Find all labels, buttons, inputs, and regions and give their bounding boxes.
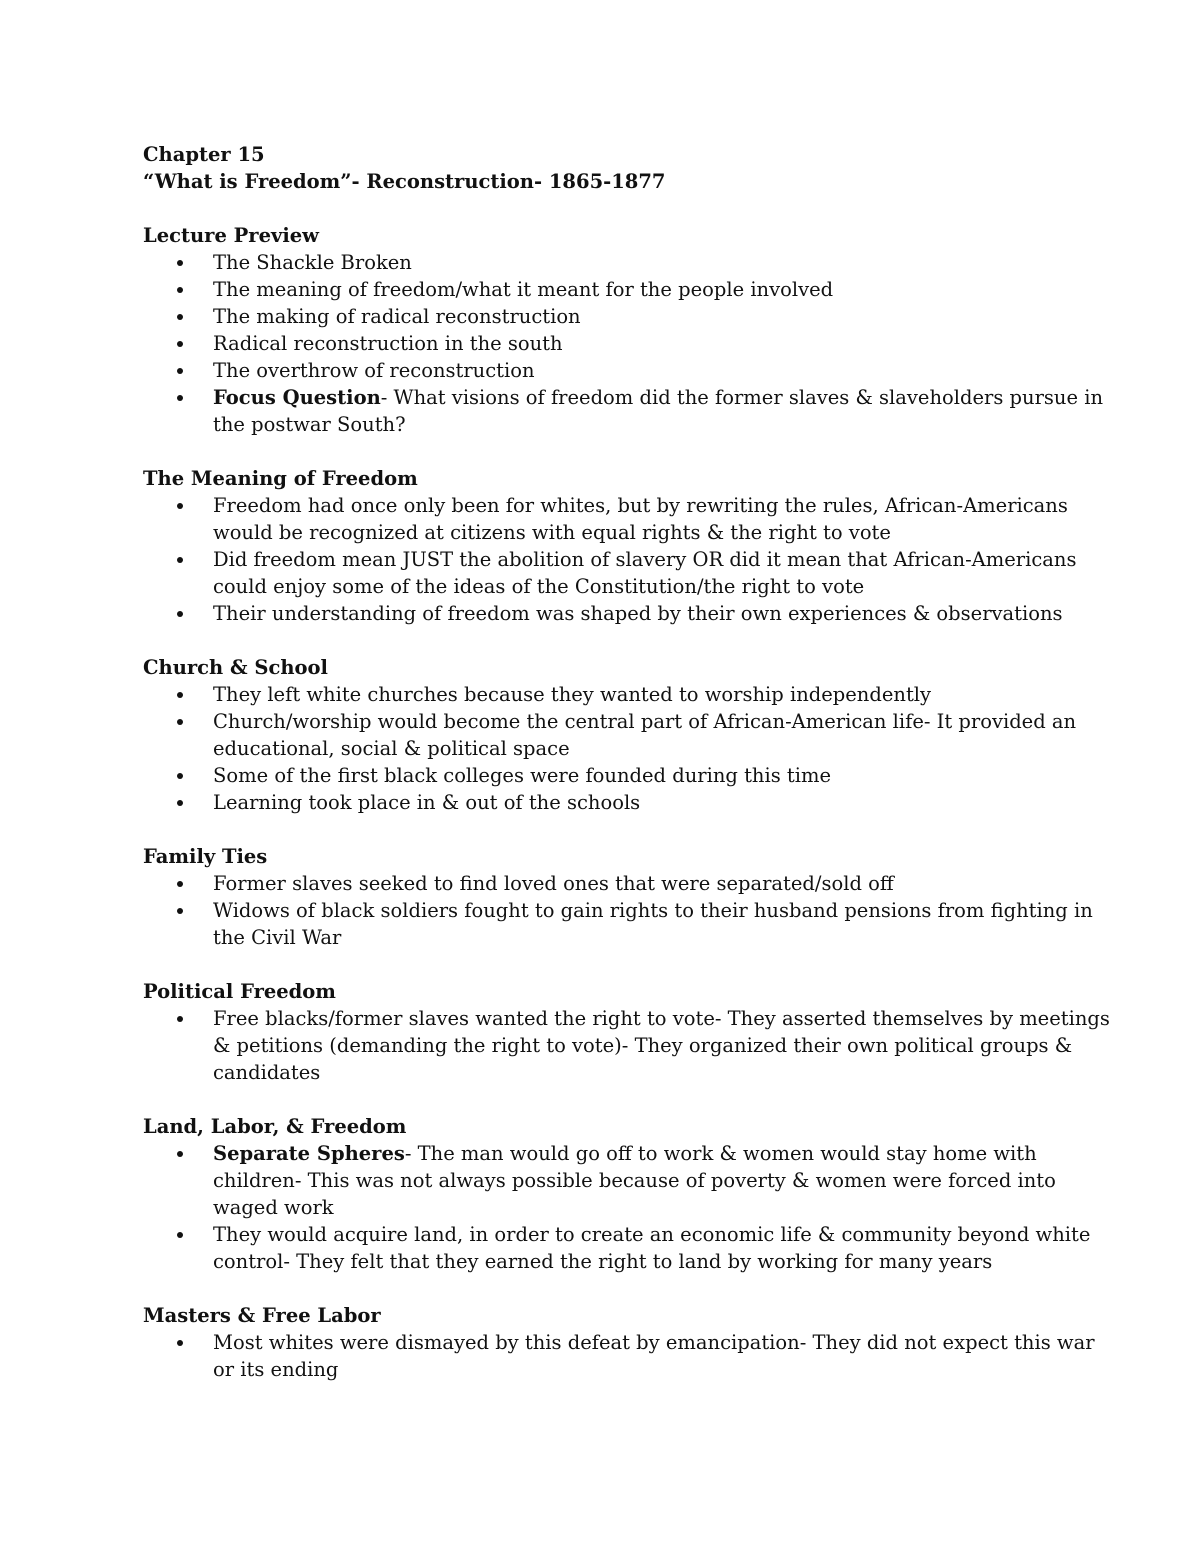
bullet-text: waged work <box>213 1196 334 1219</box>
bullet-text: Radical reconstruction in the south <box>213 332 563 355</box>
bullet-item <box>143 249 1073 276</box>
bullet-item <box>143 1140 1073 1221</box>
bullet-item <box>143 384 1104 438</box>
bullet-text: - What visions of freedom did the former slaves & slaveholders pursue in <box>380 386 1104 409</box>
bullet-list <box>143 681 1077 816</box>
section-heading: Land, Labor, & Freedom <box>143 1115 407 1138</box>
bullet-list <box>143 870 1093 951</box>
bullet-dot-icon <box>177 881 183 887</box>
section-heading: Church & School <box>143 656 328 679</box>
bullet-text: - The man would go off to work & women would stay home with <box>404 1142 1037 1165</box>
bullet-line <box>213 546 1077 573</box>
bullet-dot-icon <box>177 908 183 914</box>
bullet-line <box>213 681 1073 708</box>
section <box>143 222 1104 438</box>
bullet-text: & petitions (demanding the right to vote)- They organized their own political groups & <box>213 1034 1073 1057</box>
bullet-line <box>213 303 1073 330</box>
bullet-text: children- This was not always possible because of poverty & women were forced into <box>213 1169 1056 1192</box>
bullet-item <box>143 762 1073 789</box>
bullet-line <box>213 1356 1073 1383</box>
bullet-item <box>143 789 1073 816</box>
bullet-line <box>213 357 1073 384</box>
bullet-line <box>213 384 1104 411</box>
bullet-line <box>213 924 1073 951</box>
bullet-list <box>143 1329 1095 1383</box>
bullet-dot-icon <box>177 260 183 266</box>
bullet-item <box>143 600 1073 627</box>
bullet-dot-icon <box>177 1232 183 1238</box>
bullet-item <box>143 870 1073 897</box>
bullet-dot-icon <box>177 1340 183 1346</box>
bullet-term: Separate Spheres <box>213 1142 405 1165</box>
bullet-item <box>143 681 1073 708</box>
section <box>143 654 1077 816</box>
bullet-line <box>213 1248 1073 1275</box>
bullet-line <box>213 762 1073 789</box>
bullet-item <box>143 1005 1110 1086</box>
bullet-text: could enjoy some of the ideas of the Constitution/the right to vote <box>213 575 865 598</box>
chapter-title: Chapter 15 <box>143 143 265 166</box>
bullet-dot-icon <box>177 692 183 698</box>
bullet-line <box>213 411 1073 438</box>
bullet-list <box>143 1005 1110 1086</box>
bullet-text: the postwar South? <box>213 413 406 436</box>
bullet-text: They left white churches because they wanted to worship independently <box>213 683 932 706</box>
bullet-dot-icon <box>177 503 183 509</box>
bullet-item <box>143 492 1073 546</box>
bullet-line <box>213 897 1093 924</box>
bullet-text: The Shackle Broken <box>213 251 412 274</box>
bullet-line <box>213 519 1073 546</box>
bullet-text: Widows of black soldiers fought to gain rights to their husband pensions from fighting in <box>213 899 1093 922</box>
bullet-list <box>143 1140 1091 1275</box>
document-page <box>143 141 1110 1383</box>
bullet-text: Former slaves seeked to find loved ones that were separated/sold off <box>213 872 894 895</box>
bullet-text: or its ending <box>213 1358 339 1381</box>
bullet-text: They would acquire land, in order to create an economic life & community beyond white <box>213 1223 1091 1246</box>
bullet-text: educational, social & political space <box>213 737 570 760</box>
chapter-subtitle: “What is Freedom”- Reconstruction- 1865-1877 <box>143 170 666 193</box>
bullet-text: Did freedom mean JUST the abolition of slavery OR did it mean that African-Americans <box>213 548 1077 571</box>
bullet-dot-icon <box>177 1016 183 1022</box>
section-heading: Political Freedom <box>143 980 336 1003</box>
bullet-item <box>143 276 1073 303</box>
bullet-dot-icon <box>177 800 183 806</box>
bullet-text: The overthrow of reconstruction <box>213 359 535 382</box>
bullet-dot-icon <box>177 341 183 347</box>
bullet-text: Most whites were dismayed by this defeat by emancipation- They did not expect this war <box>213 1331 1095 1354</box>
bullet-text: Their understanding of freedom was shaped by their own experiences & observations <box>213 602 1063 625</box>
section <box>143 1113 1091 1275</box>
bullet-item <box>143 1221 1091 1275</box>
bullet-line <box>213 1140 1073 1167</box>
bullet-list <box>143 492 1077 627</box>
bullet-item <box>143 897 1093 951</box>
bullet-line <box>213 1221 1091 1248</box>
section <box>143 843 1093 951</box>
bullet-text: Free blacks/former slaves wanted the right to vote- They asserted themselves by meetings <box>213 1007 1110 1030</box>
bullet-text: control- They felt that they earned the right to land by working for many years <box>213 1250 993 1273</box>
bullet-item <box>143 357 1073 384</box>
section <box>143 1302 1095 1383</box>
bullet-dot-icon <box>177 287 183 293</box>
bullet-line <box>213 276 1073 303</box>
bullet-dot-icon <box>177 773 183 779</box>
bullet-item <box>143 330 1073 357</box>
bullet-dot-icon <box>177 1151 183 1157</box>
bullet-text: the Civil War <box>213 926 342 949</box>
section-heading: Masters & Free Labor <box>143 1304 381 1327</box>
bullet-line <box>213 1059 1073 1086</box>
bullet-text: The meaning of freedom/what it meant for the people involved <box>213 278 834 301</box>
bullet-line <box>213 330 1073 357</box>
bullet-line <box>213 735 1073 762</box>
bullet-dot-icon <box>177 314 183 320</box>
bullet-dot-icon <box>177 719 183 725</box>
bullet-line <box>213 1005 1110 1032</box>
bullet-line <box>213 708 1077 735</box>
bullet-line <box>213 1194 1073 1221</box>
bullet-list <box>143 249 1104 438</box>
bullet-line <box>213 573 1073 600</box>
bullet-dot-icon <box>177 611 183 617</box>
bullet-line <box>213 1032 1073 1059</box>
bullet-line <box>213 1329 1095 1356</box>
bullet-term: Focus Question <box>213 386 381 409</box>
bullet-text: candidates <box>213 1061 321 1084</box>
bullet-dot-icon <box>177 395 183 401</box>
bullet-text: Some of the first black colleges were founded during this time <box>213 764 832 787</box>
bullet-text: Freedom had once only been for whites, but by rewriting the rules, African-Americans <box>213 494 1068 517</box>
bullet-text: Learning took place in & out of the schools <box>213 791 641 814</box>
bullet-line <box>213 789 1073 816</box>
bullet-dot-icon <box>177 368 183 374</box>
bullet-line <box>213 1167 1073 1194</box>
bullet-line <box>213 492 1073 519</box>
bullet-line <box>213 249 1073 276</box>
bullet-item <box>143 708 1077 762</box>
bullet-item <box>143 1329 1095 1383</box>
section-heading: Lecture Preview <box>143 224 319 247</box>
section-heading: The Meaning of Freedom <box>143 467 418 490</box>
bullet-line <box>213 600 1073 627</box>
bullet-item <box>143 303 1073 330</box>
bullet-line <box>213 870 1073 897</box>
section <box>143 465 1077 627</box>
section <box>143 978 1110 1086</box>
bullet-text: The making of radical reconstruction <box>213 305 581 328</box>
bullet-dot-icon <box>177 557 183 563</box>
section-heading: Family Ties <box>143 845 268 868</box>
bullet-item <box>143 546 1077 600</box>
sections-container <box>143 222 1110 1383</box>
bullet-text: would be recognized at citizens with equal rights & the right to vote <box>213 521 891 544</box>
bullet-text: Church/worship would become the central part of African-American life- It provided an <box>213 710 1077 733</box>
